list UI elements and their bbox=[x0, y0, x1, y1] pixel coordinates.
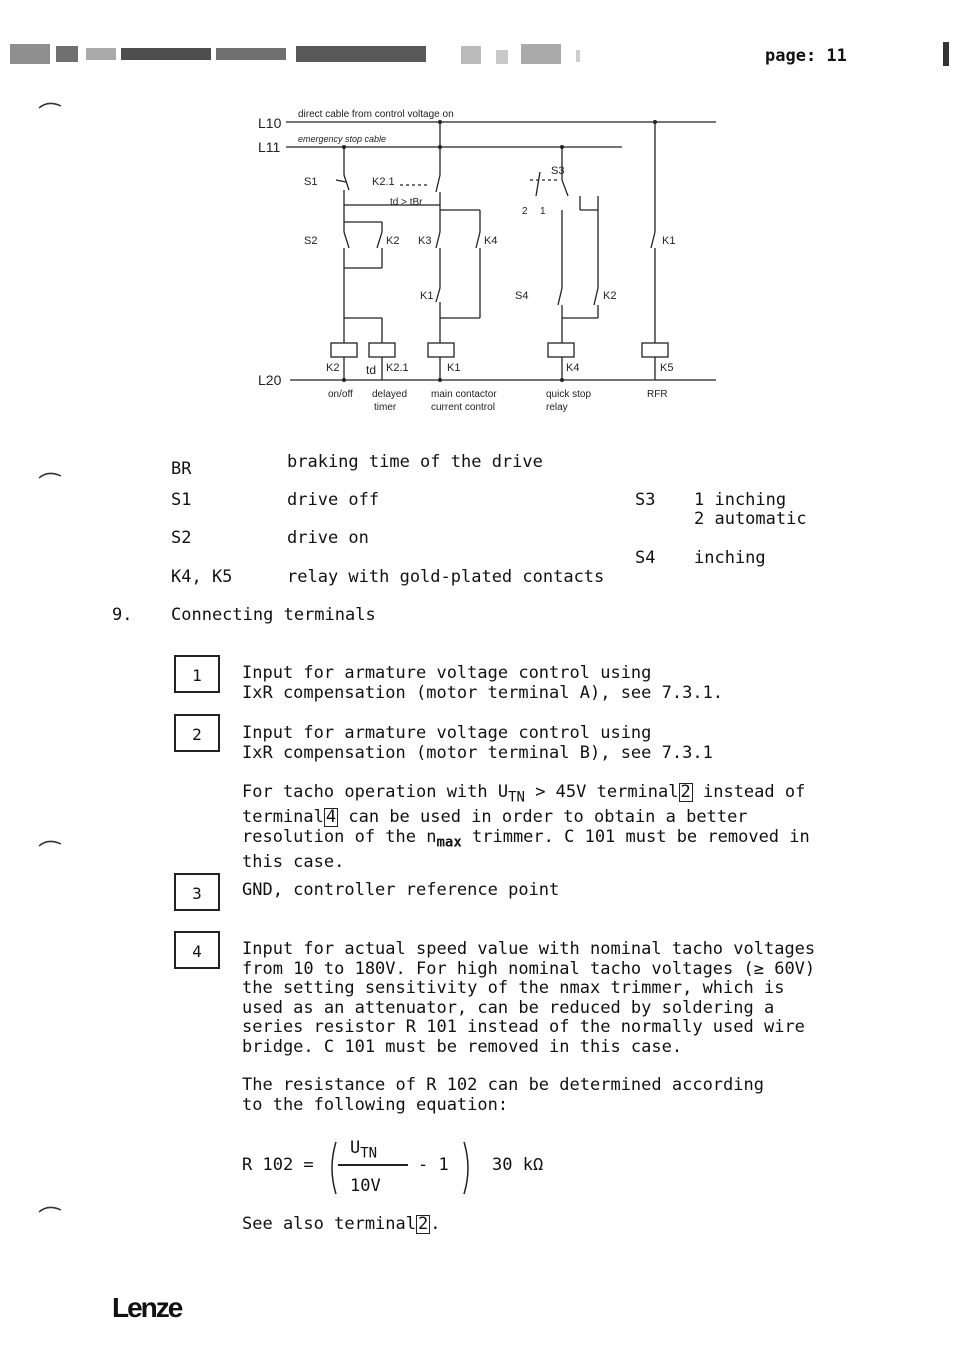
page-number: page: 11 bbox=[765, 46, 847, 66]
caption-delayed-1: delayed bbox=[372, 389, 408, 400]
caption-quick-1: quick stop bbox=[546, 389, 592, 400]
coil-td-label: td bbox=[366, 363, 377, 377]
caption-delayed-2: timer bbox=[374, 402, 397, 413]
equation-numerator: $U_{TN}$ bbox=[350, 1138, 378, 1162]
contact-s1-label: S1 bbox=[304, 176, 318, 188]
margin-mark bbox=[38, 838, 62, 848]
equation-minus-one: - 1 bbox=[418, 1155, 449, 1175]
terminal-box-2: 2 bbox=[174, 714, 220, 752]
legend-desc-s3-2: 2 automatic bbox=[694, 509, 807, 529]
margin-mark bbox=[38, 1204, 62, 1214]
rail-l10-label: L10 bbox=[258, 115, 282, 131]
rail-l20-label: L20 bbox=[258, 372, 282, 388]
equation-denominator: 10V bbox=[350, 1176, 381, 1196]
coil-k2-label: K2 bbox=[326, 362, 340, 374]
tacho-note: For tacho operation with $U_{TN} > 45V$ terminal 2 instead of terminal 4 can be used in order to obtain a better resolution of the $n_{max}$ trimmer. C 101 must be removed in this case. bbox=[242, 782, 810, 872]
contact-k4-label: K4 bbox=[484, 235, 498, 247]
fraction-bar bbox=[338, 1164, 408, 1166]
terminal-box-1: 1 bbox=[174, 655, 220, 693]
caption-quick-2: relay bbox=[546, 402, 568, 413]
equation-factor: 30 kΩ bbox=[492, 1155, 544, 1175]
terminal-2-text: Input for armature voltage control using IxR compensation (motor terminal B), see 7.3.1 bbox=[242, 723, 713, 763]
terminal-box-4: 4 bbox=[174, 931, 220, 969]
contact-s3-label: S3 bbox=[551, 165, 565, 177]
control-circuit-diagram bbox=[0, 0, 954, 430]
s3-pos1-label: 1 bbox=[540, 206, 546, 217]
equation-brackets bbox=[326, 1140, 476, 1196]
legend-key-s3: S3 bbox=[635, 490, 656, 510]
caption-onoff: on/off bbox=[328, 389, 353, 400]
rail-l11-label: L11 bbox=[258, 139, 281, 155]
margin-mark bbox=[38, 470, 62, 480]
resistance-intro: The resistance of R 102 can be determined according to the following equation: bbox=[242, 1075, 764, 1115]
contact-k3-label: K3 bbox=[418, 235, 432, 247]
s3-pos2-label: 2 bbox=[522, 206, 528, 217]
section-number: 9. bbox=[112, 605, 133, 625]
rail-l11-note: emergency stop cable bbox=[298, 134, 387, 144]
contact-k2-label: K2 bbox=[386, 235, 400, 247]
legend-key-s2: S2 bbox=[171, 528, 192, 548]
coil-k5-label: K5 bbox=[660, 362, 674, 374]
contact-k21-label: K2.1 bbox=[372, 176, 395, 188]
equation-lhs: R 102 = bbox=[242, 1155, 314, 1175]
legend-desc-s3-1: 1 inching bbox=[694, 490, 787, 510]
section-title: Connecting terminals bbox=[171, 605, 376, 625]
terminal-4-text: Input for actual speed value with nominal tacho voltages from 10 to 180V. For high nominal tacho voltages (≥ 60V) the setting sensitivity of the nmax trimmer, which is used as an attenuator, can be reduced by soldering a series resistor R 101 instead of the normally used wire bridge. C 101 must be removed in this case. bbox=[242, 939, 816, 1057]
legend-desc-br: braking time of the drive bbox=[287, 452, 543, 472]
legend-desc-k4k5: relay with gold-plated contacts bbox=[287, 567, 605, 587]
legend-key-s4: S4 bbox=[635, 548, 656, 568]
terminal-box-3: 3 bbox=[174, 873, 220, 911]
caption-rfr: RFR bbox=[647, 389, 668, 400]
caption-main-2: current control bbox=[431, 402, 495, 413]
rail-l10-note: direct cable from control voltage on bbox=[298, 109, 454, 120]
legend-desc-s4: inching bbox=[694, 548, 766, 568]
legend-key-s1: S1 bbox=[171, 490, 192, 510]
contact-s2-label: S2 bbox=[304, 235, 318, 247]
legend-desc-s2: drive on bbox=[287, 528, 369, 548]
coil-k4-label: K4 bbox=[566, 362, 580, 374]
terminal-1-text: Input for armature voltage control using IxR compensation (motor terminal A), see 7.3.1. bbox=[242, 663, 724, 703]
lenze-logo: Lenze bbox=[112, 1292, 182, 1323]
coil-k21-label: K2.1 bbox=[386, 362, 409, 374]
terminal-3-text: GND, controller reference point bbox=[242, 880, 560, 900]
td-note: td > tBr bbox=[390, 197, 423, 208]
see-also-terminal: See also terminal 2 . bbox=[242, 1214, 441, 1234]
contact-k2b-label: K2 bbox=[603, 290, 617, 302]
contact-s4-label: S4 bbox=[515, 290, 529, 302]
legend-key-k4k5: K4, K5 bbox=[171, 567, 233, 587]
coil-k1-label: K1 bbox=[447, 362, 461, 374]
legend-desc-s1: drive off bbox=[287, 490, 380, 510]
contact-k1-label: K1 bbox=[420, 290, 434, 302]
legend-key-br: BR bbox=[171, 459, 192, 479]
contact-k1b-label: K1 bbox=[662, 235, 676, 247]
caption-main-1: main contactor bbox=[431, 389, 497, 400]
